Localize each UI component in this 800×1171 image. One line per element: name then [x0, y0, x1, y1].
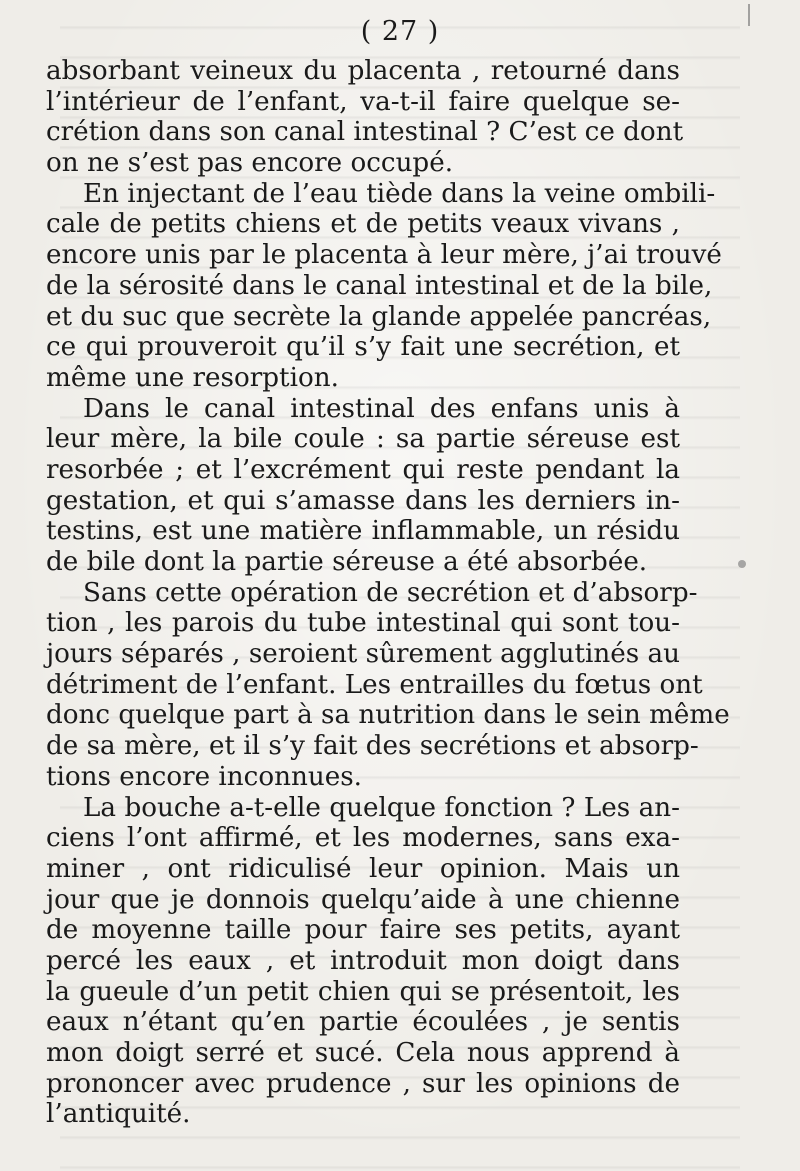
- text-line: jour que je donnois quelqu’aide à une chienne: [46, 884, 680, 915]
- text-line: on ne s’est pas encore occupé.: [46, 148, 454, 179]
- text-line: encore unis par le placenta à leur mère, j’ai trouvé: [46, 240, 722, 271]
- text-line: La bouche a-t-elle quelque fonction ? Les an-: [83, 792, 680, 823]
- text-line: mon doigt serré et sucé. Cela nous apprend à: [46, 1038, 680, 1068]
- text-line: testins, est une matière inflammable, un résidu: [46, 516, 680, 547]
- text-line: de la sérosité dans le canal intestinal et de la bile,: [46, 270, 713, 301]
- text-line: tions encore inconnues.: [46, 761, 362, 792]
- text-line: prononcer avec prudence , sur les opinions de: [46, 1068, 680, 1099]
- text-line: tion , les parois du tube intestinal qui sont tou-: [46, 608, 680, 639]
- text-line: détriment de l’enfant. Les entrailles du fœtus ont: [46, 669, 703, 700]
- text-line: et du suc que secrète la glande appelée pancréas,: [46, 301, 712, 332]
- text-line: l’antiquité.: [46, 1099, 191, 1130]
- text-line: jours séparés , seroient sûrement agglutinés au: [46, 639, 680, 670]
- text-line: crétion dans son canal intestinal ? C’est ce dont: [46, 117, 684, 148]
- text-line: Sans cette opération de secrétion et d’absorp-: [83, 577, 698, 608]
- text-line: miner , ont ridiculisé leur opinion. Mais un: [46, 853, 680, 884]
- text-line: même une resorption.: [46, 362, 339, 393]
- text-line: l’intérieur de l’enfant, va-t-il faire quelque se-: [46, 86, 680, 117]
- text-line: la gueule d’un petit chien qui se présentoit, les: [46, 976, 680, 1007]
- text-line: ciens l’ont affirmé, et les modernes, sans exa-: [46, 823, 680, 854]
- text-line: percé les eaux , et introduit mon doigt dans: [46, 945, 680, 976]
- text-line: donc quelque part à sa nutrition dans le sein même: [46, 700, 730, 731]
- text-line: ce qui prouveroit qu’il s’y fait une secrétion, et: [46, 332, 680, 363]
- text-line: de moyenne taille pour faire ses petits, ayant: [46, 915, 680, 946]
- text-line: En injectant de l’eau tiède dans la veine ombili-: [83, 178, 716, 209]
- text-line: Dans le canal intestinal des enfans unis à: [83, 393, 680, 424]
- text-line: leur mère, la bile coule : sa partie séreuse est: [46, 424, 680, 455]
- text-line: gestation, et qui s’amasse dans les derniers in-: [46, 485, 680, 516]
- text-line: cale de petits chiens et de petits veaux vivans ,: [46, 209, 680, 240]
- text-line: resorbée ; et l’excrément qui reste pendant la: [46, 454, 680, 485]
- text-line: de bile dont la partie séreuse a été absorbée.: [46, 547, 648, 577]
- text-line: eaux n’étant qu’en partie écoulées , je sentis: [46, 1007, 680, 1038]
- text-line: absorbant veineux du placenta , retourné dans: [46, 56, 680, 86]
- body-text: [46, 56, 730, 1130]
- page-number: ( 27 ): [360, 16, 440, 47]
- ink-speck: [738, 560, 746, 568]
- text-line: de sa mère, et il s’y fait des secrétions et absorp-: [46, 731, 699, 762]
